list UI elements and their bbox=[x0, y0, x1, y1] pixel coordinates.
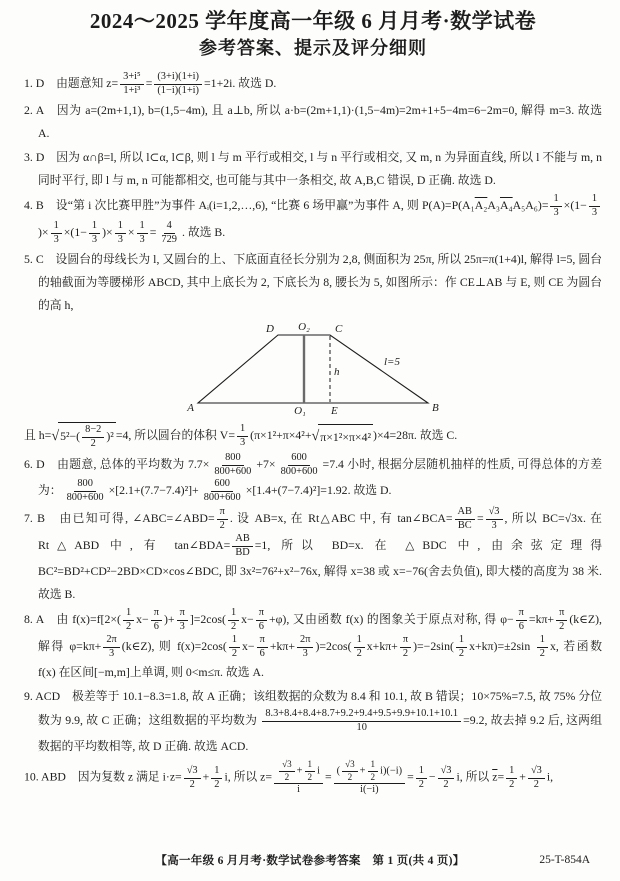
fraction: $\frac{1}{2}$ bbox=[368, 759, 379, 783]
overline: A₄ bbox=[499, 197, 513, 212]
fraction: $\frac{\pi}{3}$ bbox=[177, 607, 188, 634]
fraction: $\frac{4}{729}$ bbox=[161, 219, 177, 245]
square-root: √ π×1²×π×4² bbox=[312, 424, 374, 449]
fraction: $\frac{800}{800+600}$ bbox=[66, 478, 104, 504]
fraction: $\frac{√3}{3}$ bbox=[486, 506, 503, 533]
figure-label-o1: O₁ bbox=[294, 404, 306, 417]
answer-q8: 8. A 由 f(x)=f[2×( $\frac{1}{2}$ x− $\frac{\pi}{6}$ )+ $\frac{\pi}{3}$ ]=2cos( $\frac{1}{2}$ x− $\frac{\pi}{6}$ +φ), 又由函数 f(x) 的图象关于原点对称, 得 φ− $\frac{\pi}{6}$ =kπ+ $\frac{\pi}{2}$ (k∈Z), 解得 φ=kπ+ $\frac{2\pi}{3}$ (k∈Z), 则 f(x)=2cos( $\frac{1}{2}$ x− $\frac{\pi}{6}$ +kπ+ $\frac{2\pi}{3}$ )=2cos( $\frac{1}{2}$ x+kπ+ $\frac{\pi}{2}$ )=−2sin( $\frac{1}{2}$ x+kπ)=±2sin $\frac{1}{2}$ x, 若函数 f(x) 在区间[−m,m]上单调, 则 0<m≤π. 故选 A. bbox=[24, 607, 602, 680]
fraction: $\frac{1}{2}$ bbox=[416, 765, 427, 792]
fraction: $\frac{1}{2}$ bbox=[456, 634, 467, 661]
fraction: $\frac{1}{3}$ bbox=[51, 220, 62, 247]
answer-q7: 7. B 由已知可得, ∠ABC=∠ABD= $\frac{\pi}{2}$ . 设 AB=x, 在 Rt△ABC 中, 有 tan∠BCA= $\frac{AB}{BC}$ = $\frac{√3}{3}$ , 所以 BC=√3x. 在 Rt△ABD 中, 有 tan∠BDA= $\frac{AB}{BD}$ =1, 所以 BD=x. 在 △BDC 中, 由余弦定理得 BC²=BD²+CD²−2BD×CD×cos∠BDC, 即 3x²=76²+x²−76x, 解得 x=38 或 x=−76(舍去负值), 即大楼的高度为 38 米. 故选 B. bbox=[24, 506, 602, 602]
fraction: $\frac{2\pi}{3}$ bbox=[297, 634, 313, 661]
paper-code: 25-T-854A bbox=[539, 854, 590, 866]
fraction: ( $\frac{√3}{2}$ + $\frac{1}{2}$ i)(−i) i(−i) bbox=[334, 759, 405, 797]
figure-label-d: D bbox=[266, 322, 274, 335]
fraction: $\frac{1}{2}$ bbox=[506, 765, 517, 792]
fraction: $\frac{\pi}{6}$ bbox=[151, 607, 162, 634]
page-title: 2024～2025 学年度高一年级 6 月月考·数学试卷 bbox=[89, 9, 537, 33]
square-root: √ 5²−( $\frac{8-2}{2}$ )² bbox=[51, 423, 114, 449]
fraction: $\frac{\text{3+i⁵}}{\text{1+i³}}$ bbox=[120, 71, 144, 98]
overline: A₂ bbox=[474, 197, 488, 212]
overline: $\overline{z}$ bbox=[492, 769, 498, 784]
fraction: $\frac{\pi}{2}$ bbox=[217, 506, 228, 533]
fraction: $\frac{√3}{2}$ bbox=[528, 765, 545, 792]
fraction: $\frac{\pi}{2}$ bbox=[400, 634, 411, 661]
fraction: $\frac{1}{2}$ bbox=[305, 759, 316, 783]
answer-q3: 3. D 因为 α∩β=l, 所以 l⊂α, l⊂β, 则 l 与 m 平行或相交, l 与 n 平行或相交, 又 m, n 为异面直线, 所以 l 不能与 m, n 同时平行, 即 l 与 m, n 可能都相交, 也可能与其中一条相交, 故 A,B,C 错误, D 正确. 故选 D. bbox=[24, 149, 602, 187]
fraction: $\frac{8.3+8.4+8.4+8.7+9.2+9.4+9.5+9.9+10.1+10.1}{10}$ bbox=[262, 708, 461, 735]
page-footer bbox=[0, 845, 620, 881]
fraction: $\frac{√3}{2}$ + $\frac{1}{2}$ i i bbox=[274, 759, 323, 797]
answer-q9: 9. ACD 极差等于 10.1−8.3=1.8, 故 A 正确；该组数据的众数为 8.4 和 10.1, 故 B 错误；10×75%=7.5, 故 75% 分位数为 9.9, 故 C 正确；这组数据的平均数为 $\frac{8.3+8.4+8.4+8.7+9.2+9.4+9.5+9.9+10.1+10.1}{10}$ =9.2, 故去掉 9.2 后, 这两组数据的平均数相等, 故 D 正确. 故选 ACD. bbox=[24, 689, 603, 754]
fraction: $\frac{1}{3}$ bbox=[550, 193, 561, 220]
fraction: $\frac{1}{2}$ bbox=[211, 765, 222, 792]
fraction: $\frac{1}{3}$ bbox=[589, 193, 600, 220]
footer-caption: 【高一年级 6 月月考·数学试卷参考答案 第 1 页(共 4 页)】 bbox=[155, 855, 465, 867]
fraction: $\frac{600}{800+600}$ bbox=[203, 478, 241, 504]
fraction: $\frac{√3}{2}$ bbox=[438, 765, 455, 792]
fraction: $\frac{1}{2}$ bbox=[123, 607, 134, 634]
figure-label-o2: O₂ bbox=[298, 320, 310, 333]
fraction: $\frac{1}{3}$ bbox=[237, 423, 248, 450]
fraction: $\frac{√3}{2}$ bbox=[342, 759, 358, 783]
figure-label-e: E bbox=[331, 404, 338, 417]
cone-frustum-figure bbox=[24, 319, 602, 420]
fraction: $\frac{1}{2}$ bbox=[354, 634, 365, 661]
answer-q10: 10. ABD 因为复数 z 满足 i·z= $\frac{√3}{2}$ + $\frac{1}{2}$ i, 所以 z= $\frac{√3}{2}$ + $\frac{1}{2}$ i i = ( $\frac{√3}{2}$ + $\frac{1}{2}$ i)(−i) i(−i) = $\frac{1}{2}$ − $\frac{√3}{2}$ i, 所以 $\overline{z}=$ $\frac{1}{2}$ + $\frac{√3}{2}$ i, bbox=[24, 759, 554, 796]
figure-label-c: C bbox=[335, 322, 343, 335]
figure-label-a: A bbox=[187, 401, 194, 414]
fraction: $\frac{1}{2}$ bbox=[228, 607, 239, 634]
fraction: $\frac{(3+i)(1+i)}{(1-i)(1+i)}$ bbox=[154, 71, 202, 98]
figure-label-h: h bbox=[334, 365, 340, 378]
fraction: $\frac{√3}{2}$ bbox=[279, 759, 295, 783]
fraction: $\frac{1}{3}$ bbox=[137, 220, 148, 247]
fraction: $\frac{√3}{2}$ bbox=[184, 765, 201, 792]
fraction: $\frac{\pi}{6}$ bbox=[516, 607, 527, 634]
answer-q4: 4. B 设“第 i 次比赛甲胜”为事件 Aᵢ(i=1,2,…,6), “比赛 6 场甲赢”为事件 A, 则 P(A)=P(A₁A₂A₃A₄A₅A₆)= $\frac{1}{3}$ ×(1− $\frac{1}{3}$ )× $\frac{1}{3}$ ×(1− $\frac{1}{3}$ )× $\frac{1}{3}$ × $\frac{1}{3}$ = $\frac{4}{729}$ . 故选 B. bbox=[24, 193, 602, 247]
answer-q5-volume: 且 h= √ 5²−( $\frac{8-2}{2}$ )² =4, 所以圆台的体积 V= $\frac{1}{3}$ (π×1²+π×4²+ √ π×1²×π×4² )×4=28π. 故选 C. bbox=[24, 422, 458, 449]
fraction: $\frac{AB}{BD}$ bbox=[232, 533, 252, 560]
answer-q5-text: 5. C 设圆台的母线长为 l, 又圆台的上、下底面直径长分别为 2,8, 侧面积为 25π, 所以 25π=π(1+4)l, 解得 l=5, 圆台的轴截面为等腰梯形 ABCD, 其中上底长为 2, 下底长为 8, 腰长为 5, 如图所示：作 CE⊥AB 与 E, 则 CE 为圆台的高 h, bbox=[24, 251, 602, 312]
fraction: $\frac{1}{2}$ bbox=[229, 634, 240, 661]
fraction: $\frac{8-2}{2}$ bbox=[82, 424, 104, 451]
trapezoid-diagram bbox=[188, 319, 438, 415]
page-subtitle: 参考答案、提示及评分细则 bbox=[199, 38, 427, 59]
answer-q1: 1. D 由题意知 z= $\frac{\text{3+i⁵}}{\text{1+i³}}$ = $\frac{(3+i)(1+i)}{(1-i)(1+i)}$ =1+2i. 故选 D. bbox=[24, 70, 277, 96]
fraction: $\frac{1}{3}$ bbox=[115, 220, 126, 247]
fraction: $\frac{1}{3}$ bbox=[89, 220, 100, 247]
fraction: $\frac{600}{800+600}$ bbox=[280, 451, 318, 477]
figure-label-b: B bbox=[432, 401, 439, 414]
fraction: $\frac{\pi}{2}$ bbox=[556, 607, 567, 634]
answer-q6: 6. D 由题意, 总体的平均数为 7.7× $\frac{800}{800+600}$ +7× $\frac{600}{800+600}$ =7.4 小时, 根据分层随机抽样的性质, 可得总体的方差为： $\frac{800}{800+600}$ ×[2.1+(7.7−7.4)²]+ $\frac{600}{800+600}$ ×[1.4+(7−7.4)²]=1.92. 故选 D. bbox=[24, 451, 602, 504]
fraction: $\frac{\pi}{6}$ bbox=[256, 607, 267, 634]
trapezoid-outline bbox=[198, 335, 428, 403]
fraction: $\frac{2\pi}{3}$ bbox=[103, 634, 119, 661]
fraction: $\frac{800}{800+600}$ bbox=[214, 451, 252, 477]
fraction: $\frac{\pi}{6}$ bbox=[257, 634, 268, 661]
figure-label-l: l=5 bbox=[384, 355, 400, 368]
fraction: $\frac{1}{2}$ bbox=[537, 634, 548, 661]
answer-q2: 2. A 因为 a=(2m+1,1), b=(1,5−4m), 且 a⊥b, 所以 a·b=(2m+1,1)·(1,5−4m)=2m+1+5−4m=6−2m=0, 解得 m=3. 故选 A. bbox=[24, 102, 602, 140]
fraction: $\frac{AB}{BC}$ bbox=[455, 506, 475, 533]
